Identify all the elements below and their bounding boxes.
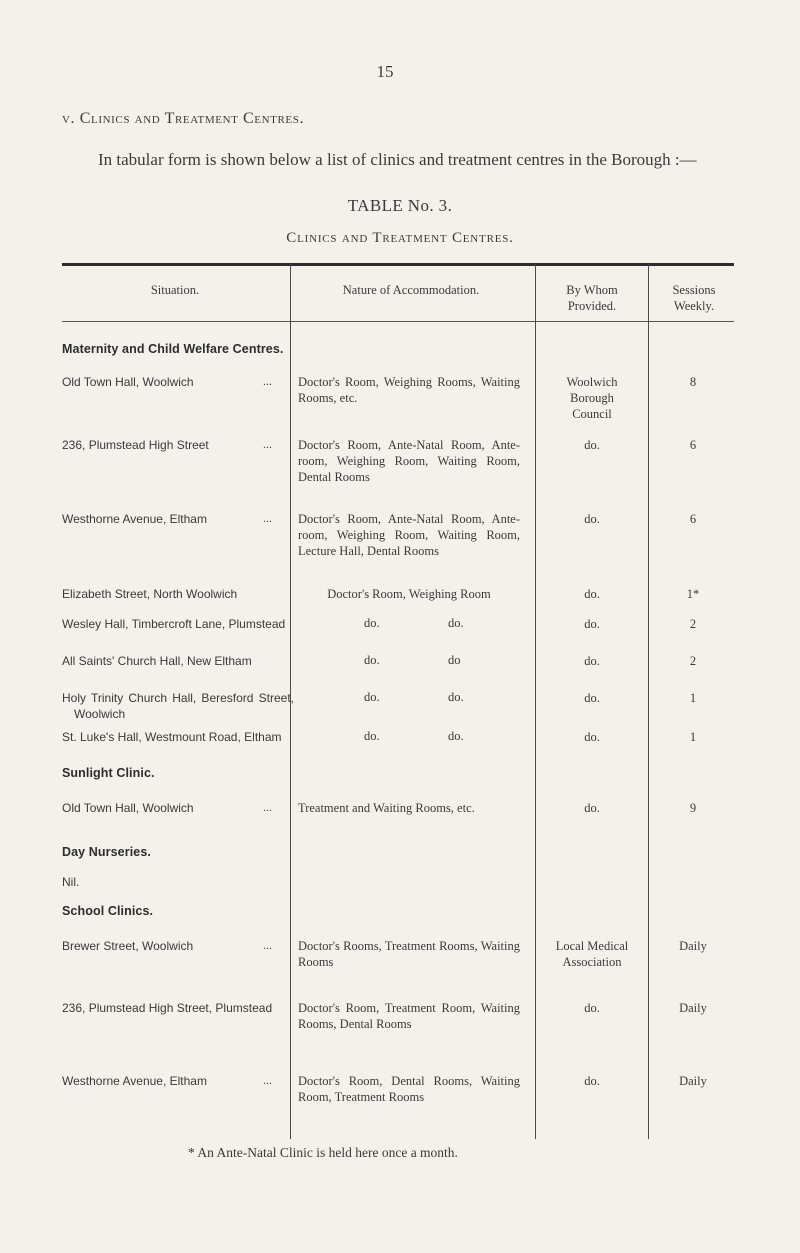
footnote: * An Ante-Natal Clinic is held here once a month. bbox=[188, 1145, 458, 1160]
row-situation: Wesley Hall, Timbercroft Lane, Plumstead bbox=[62, 617, 286, 631]
intro-paragraph: In tabular form is shown below a list of clinics and treatment centres in the Borough :— bbox=[98, 150, 697, 169]
row-sessions: Daily bbox=[679, 939, 707, 953]
header-nature: Nature of Accommodation. bbox=[342, 283, 480, 297]
column-divider bbox=[648, 264, 649, 1139]
row-provided: do. bbox=[584, 801, 600, 815]
row-sessions: 6 bbox=[689, 512, 697, 526]
table-header-rule bbox=[62, 321, 734, 322]
row-nature: Doctor's Room, Ante-Natal Room, Ante-room, Weighing Room, Waiting Room, Lecture Hall, Dental Rooms bbox=[298, 512, 520, 558]
row-situation: Old Town Hall, Woolwich bbox=[62, 375, 194, 389]
row-situation: All Saints' Church Hall, New Eltham bbox=[62, 654, 252, 668]
row-provided: do. bbox=[584, 691, 600, 705]
row-nature: Treatment and Waiting Rooms, etc. bbox=[298, 801, 475, 815]
table-title: TABLE No. 3. bbox=[347, 196, 453, 215]
row-provided: do. bbox=[584, 1001, 600, 1015]
row-sessions: 1* bbox=[686, 587, 700, 601]
row-sessions: Daily bbox=[679, 1074, 707, 1088]
row-situation: Holy Trinity Church Hall, Beresford Street, Woolwich bbox=[62, 691, 294, 721]
row-provided: do. bbox=[584, 617, 600, 631]
ditto-mark: do. bbox=[364, 729, 380, 743]
table-top-rule bbox=[62, 263, 734, 266]
row-situation: Westhorne Avenue, Eltham bbox=[62, 1074, 207, 1088]
row-sessions: 1 bbox=[689, 691, 697, 705]
ditto-mark: do. bbox=[364, 653, 380, 667]
row-sessions: 2 bbox=[689, 654, 697, 668]
row-provided: do. bbox=[584, 512, 600, 526]
leader-dots: ... bbox=[263, 511, 272, 525]
row-provided: Local Medical Association bbox=[555, 939, 629, 969]
ditto-mark: do. bbox=[448, 729, 464, 743]
row-situation: 236, Plumstead High Street bbox=[62, 438, 209, 452]
row-nature: Doctor's Room, Ante-Natal Room, Ante-room, Weighing Room, Waiting Room, Dental Rooms bbox=[298, 438, 520, 484]
leader-dots: ... bbox=[263, 938, 272, 952]
row-situation: Brewer Street, Woolwich bbox=[62, 939, 194, 953]
group-heading-school: School Clinics. bbox=[62, 904, 154, 918]
column-divider bbox=[535, 264, 536, 1139]
row-provided: do. bbox=[584, 730, 600, 744]
row-nature: Doctor's Room, Weighing Rooms, Waiting Rooms, etc. bbox=[298, 375, 520, 405]
table-subtitle: Clinics and Treatment Centres. bbox=[286, 230, 514, 246]
group-heading-maternity: Maternity and Child Welfare Centres. bbox=[62, 342, 284, 356]
group-heading-day-nurseries: Day Nurseries. bbox=[62, 845, 151, 859]
row-sessions: 6 bbox=[689, 438, 697, 452]
row-situation: St. Luke's Hall, Westmount Road, Eltham bbox=[62, 730, 282, 744]
header-situation: Situation. bbox=[150, 283, 200, 297]
row-provided: do. bbox=[584, 1074, 600, 1088]
row-sessions: 1 bbox=[689, 730, 697, 744]
row-provided: do. bbox=[584, 587, 600, 601]
row-sessions: 8 bbox=[689, 375, 697, 389]
row-situation: Westhorne Avenue, Eltham bbox=[62, 512, 207, 526]
ditto-mark: do bbox=[448, 653, 461, 667]
row-nature: Doctor's Room, Dental Rooms, Waiting Room, Treatment Rooms bbox=[298, 1074, 520, 1104]
ditto-mark: do. bbox=[448, 616, 464, 630]
section-heading: v. Clinics and Treatment Centres. bbox=[62, 110, 305, 127]
header-provided: By Whom Provided. bbox=[566, 283, 618, 313]
group-heading-sunlight: Sunlight Clinic. bbox=[62, 766, 155, 780]
ditto-mark: do. bbox=[364, 690, 380, 704]
leader-dots: ... bbox=[263, 800, 272, 814]
leader-dots: ... bbox=[263, 374, 272, 388]
row-nature: Doctor's Room, Weighing Room bbox=[327, 587, 491, 601]
row-nature: Doctor's Room, Treatment Room, Waiting Rooms, Dental Rooms bbox=[298, 1001, 520, 1031]
row-sessions: 9 bbox=[689, 801, 697, 815]
page-number: 15 bbox=[376, 62, 394, 81]
ditto-mark: do. bbox=[448, 690, 464, 704]
row-situation: Old Town Hall, Woolwich bbox=[62, 801, 194, 815]
row-situation: Nil. bbox=[62, 875, 80, 889]
header-sessions: Sessions Weekly. bbox=[672, 283, 716, 313]
leader-dots: ... bbox=[263, 1073, 272, 1087]
row-sessions: 2 bbox=[689, 617, 697, 631]
row-nature: Doctor's Rooms, Treatment Rooms, Waiting Rooms bbox=[298, 939, 520, 969]
row-situation: 236, Plumstead High Street, Plumstead bbox=[62, 1001, 273, 1015]
row-provided: do. bbox=[584, 654, 600, 668]
row-provided: do. bbox=[584, 438, 600, 452]
leader-dots: ... bbox=[263, 437, 272, 451]
ditto-mark: do. bbox=[364, 616, 380, 630]
row-sessions: Daily bbox=[679, 1001, 707, 1015]
row-provided: Woolwich Borough Council bbox=[566, 375, 618, 421]
row-situation: Elizabeth Street, North Woolwich bbox=[62, 587, 238, 601]
